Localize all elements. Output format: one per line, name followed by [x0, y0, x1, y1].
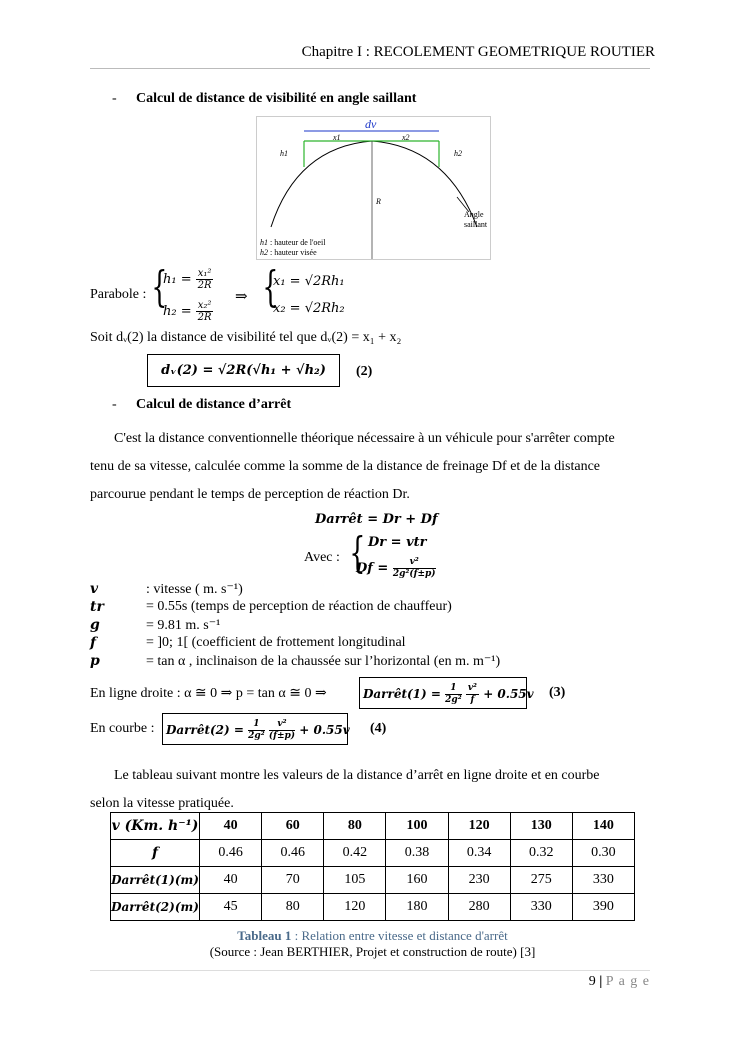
table-cell: 275 [510, 867, 572, 894]
angle-label [464, 210, 487, 230]
eq-h1-num: x₁² [197, 268, 212, 279]
formula-3-box [359, 677, 534, 709]
droite-f2-den: f [470, 695, 475, 705]
table-row [111, 813, 635, 840]
x2-label: x2 [402, 133, 410, 142]
section1-bullet: - [112, 91, 117, 106]
table-caption [90, 928, 655, 944]
formula-2-number: (2) [356, 364, 373, 379]
table-cell: 100 [386, 813, 448, 840]
formula-2-box: dᵥ(2) = √2R(√h₁ + √h₂) [147, 354, 340, 387]
var-symbol: p [90, 653, 100, 669]
eq-h2-den: 2R [197, 312, 212, 323]
table-cell: 120 [448, 813, 510, 840]
table-cell: 140 [572, 813, 634, 840]
table-cell: 180 [386, 894, 448, 921]
eq-h2-lhs: h₂ = [163, 304, 192, 319]
paragraph-line-3: parcourue pendant le temps de perception de réaction Dr. [90, 487, 410, 502]
table-cell: 0.34 [448, 840, 510, 867]
crest-curve [271, 141, 477, 227]
eq-x2: x₂ = √2Rh₂ [273, 301, 345, 316]
page-footer [589, 974, 650, 990]
row-label: v (Km. h⁻¹) [111, 813, 200, 840]
implies-symbol: ⇒ [235, 289, 248, 305]
table-cell: 280 [448, 894, 510, 921]
avec-label: Avec : [304, 550, 340, 565]
table-cell: 80 [324, 813, 386, 840]
var-symbol: g [90, 617, 100, 633]
var-symbol: f [90, 635, 97, 651]
table-cell: 40 [200, 813, 262, 840]
eq-x1: x₁ = √2Rh₁ [273, 274, 345, 289]
h1-label: h1 [280, 149, 288, 158]
eq-h1-den: 2R [197, 280, 212, 291]
table-cell: 105 [324, 867, 386, 894]
radius-label: R [376, 197, 381, 206]
droite-f1-den: 2g² [445, 695, 462, 705]
footer-rule [90, 970, 650, 971]
left-brace-3: { [349, 528, 366, 577]
darret-equation: Darrêt = Dr + Df [315, 512, 438, 527]
table-cell: 330 [510, 894, 572, 921]
table-cell: 390 [572, 894, 634, 921]
table-row [111, 840, 635, 867]
eq-h2-num: x₂² [197, 300, 212, 311]
left-brace-1: { [151, 262, 168, 311]
left-brace-2: { [262, 262, 279, 311]
variables-list [90, 581, 650, 671]
table-cell: 330 [572, 867, 634, 894]
h2-label: h2 [454, 149, 462, 158]
table-intro-line-2: selon la vitesse pratiquée. [90, 796, 234, 811]
var-definition: : vitesse ( m. s⁻¹) [146, 582, 243, 597]
table-cell: 0.42 [324, 840, 386, 867]
header-rule [90, 68, 650, 69]
var-row [90, 599, 650, 617]
eq-h1 [163, 268, 213, 291]
var-definition: = 9.81 m. s⁻¹ [146, 618, 221, 633]
table-cell: 80 [262, 894, 324, 921]
formula-4-box [162, 713, 348, 745]
courbe-f1-den: 2g² [248, 731, 265, 741]
legend-h1-key: h1 [260, 238, 268, 247]
table-cell: 40 [200, 867, 262, 894]
courbe-f2-num: v² [269, 719, 295, 731]
caption-text: : Relation entre vitesse et distance d'arrêt [291, 928, 508, 943]
var-definition: = 0.55s (temps de perception de réaction de chauffeur) [146, 599, 452, 614]
df-num: v² [393, 557, 436, 569]
visibility-figure [256, 116, 491, 260]
dv-label: dv [365, 117, 377, 131]
df-equation [356, 557, 436, 580]
section2-heading: Calcul de distance d’arrêt [136, 397, 292, 412]
courbe-tail: + 0.55v [299, 723, 350, 737]
var-definition: = ]0; 1[ (coefficient de frottement longitudinal [146, 635, 406, 650]
table-cell: 160 [386, 867, 448, 894]
var-row [90, 581, 650, 599]
legend-h2-key: h2 [260, 248, 268, 257]
courbe-prefix: En courbe : [90, 721, 155, 736]
parabole-label: Parabole : [90, 287, 147, 302]
angle-label-line2: saillant [464, 220, 488, 229]
table-intro-line-1: Le tableau suivant montre les valeurs de la distance d’arrêt en ligne droite et en courbe [114, 768, 600, 783]
courbe-f2-den: (f±p) [268, 731, 296, 741]
paragraph-line-1: C'est la distance conventionnelle théorique nécessaire à un véhicule pour s'arrêter compte [114, 431, 615, 446]
table-cell: 0.46 [200, 840, 262, 867]
row-label: Darrêt(1)(m) [111, 867, 200, 894]
table-cell: 0.46 [262, 840, 324, 867]
table-cell: 0.30 [572, 840, 634, 867]
caption-label: Tableau 1 [237, 928, 292, 943]
var-row [90, 653, 650, 671]
var-symbol: v [90, 581, 99, 597]
table-cell: 45 [200, 894, 262, 921]
angle-label-line1: Angle [464, 210, 484, 219]
var-definition: = tan α , inclinaison de la chaussée sur l’horizontal (en m. m⁻¹) [146, 654, 501, 669]
figure-legend [260, 238, 325, 258]
caption-source: (Source : Jean BERTHIER, Projet et construction de route) [3] [209, 944, 536, 959]
table-row [111, 894, 635, 921]
page-number: 9 [588, 974, 596, 989]
droite-f2-num: v² [467, 683, 477, 693]
droite-lhs: Darrêt(1) = [363, 687, 441, 701]
section2-bullet: - [112, 397, 117, 412]
table-cell: 0.38 [386, 840, 448, 867]
row-label: Darrêt(2)(m) [111, 894, 200, 921]
page-header-title: Chapitre I : RECOLEMENT GEOMETRIQUE ROUTIER [301, 44, 655, 60]
table-cell: 120 [324, 894, 386, 921]
droite-tail: + 0.55v [483, 687, 534, 701]
page-word: P a g e [605, 974, 650, 989]
var-row [90, 617, 650, 635]
dr-equation: Dr = vtr [368, 535, 427, 550]
legend-h1-text: : hauteur de l'oeil [270, 238, 326, 247]
df-den: 2g²(f±p) [392, 569, 436, 579]
speed-distance-table [110, 812, 635, 921]
eq-h1-lhs: h₁ = [163, 272, 192, 287]
page-separator: | [599, 974, 603, 989]
formula-4-number: (4) [370, 721, 387, 736]
table-cell: 230 [448, 867, 510, 894]
section1-heading: Calcul de distance de visibilité en angle saillant [136, 91, 417, 106]
table-row [111, 867, 635, 894]
courbe-f1-num: 1 [248, 719, 265, 731]
table-cell: 130 [510, 813, 572, 840]
paragraph-line-2: tenu de sa vitesse, calculée comme la somme de la distance de freinage Df et de la distance [90, 459, 601, 474]
table-cell: 60 [262, 813, 324, 840]
formula-3-number: (3) [549, 685, 566, 700]
soit-line: Soit dᵥ(2) la distance de visibilité tel que dᵥ(2) = x₁ + x₂ [90, 330, 402, 345]
x1-label: x1 [333, 133, 341, 142]
var-symbol: tr [90, 599, 104, 615]
droite-prefix: En ligne droite : α ≅ 0 ⇒ p = tan α ≅ 0 ⇒ [90, 686, 327, 701]
eq-h2 [163, 300, 213, 323]
var-row [90, 635, 650, 653]
df-lhs: Df = [356, 561, 389, 576]
row-label: f [111, 840, 200, 867]
courbe-lhs: Darrêt(2) = [166, 723, 244, 737]
legend-h2-text: : hauteur visée [270, 248, 317, 257]
table-cell: 70 [262, 867, 324, 894]
table-cell: 0.32 [510, 840, 572, 867]
droite-f1-num: 1 [445, 683, 462, 695]
